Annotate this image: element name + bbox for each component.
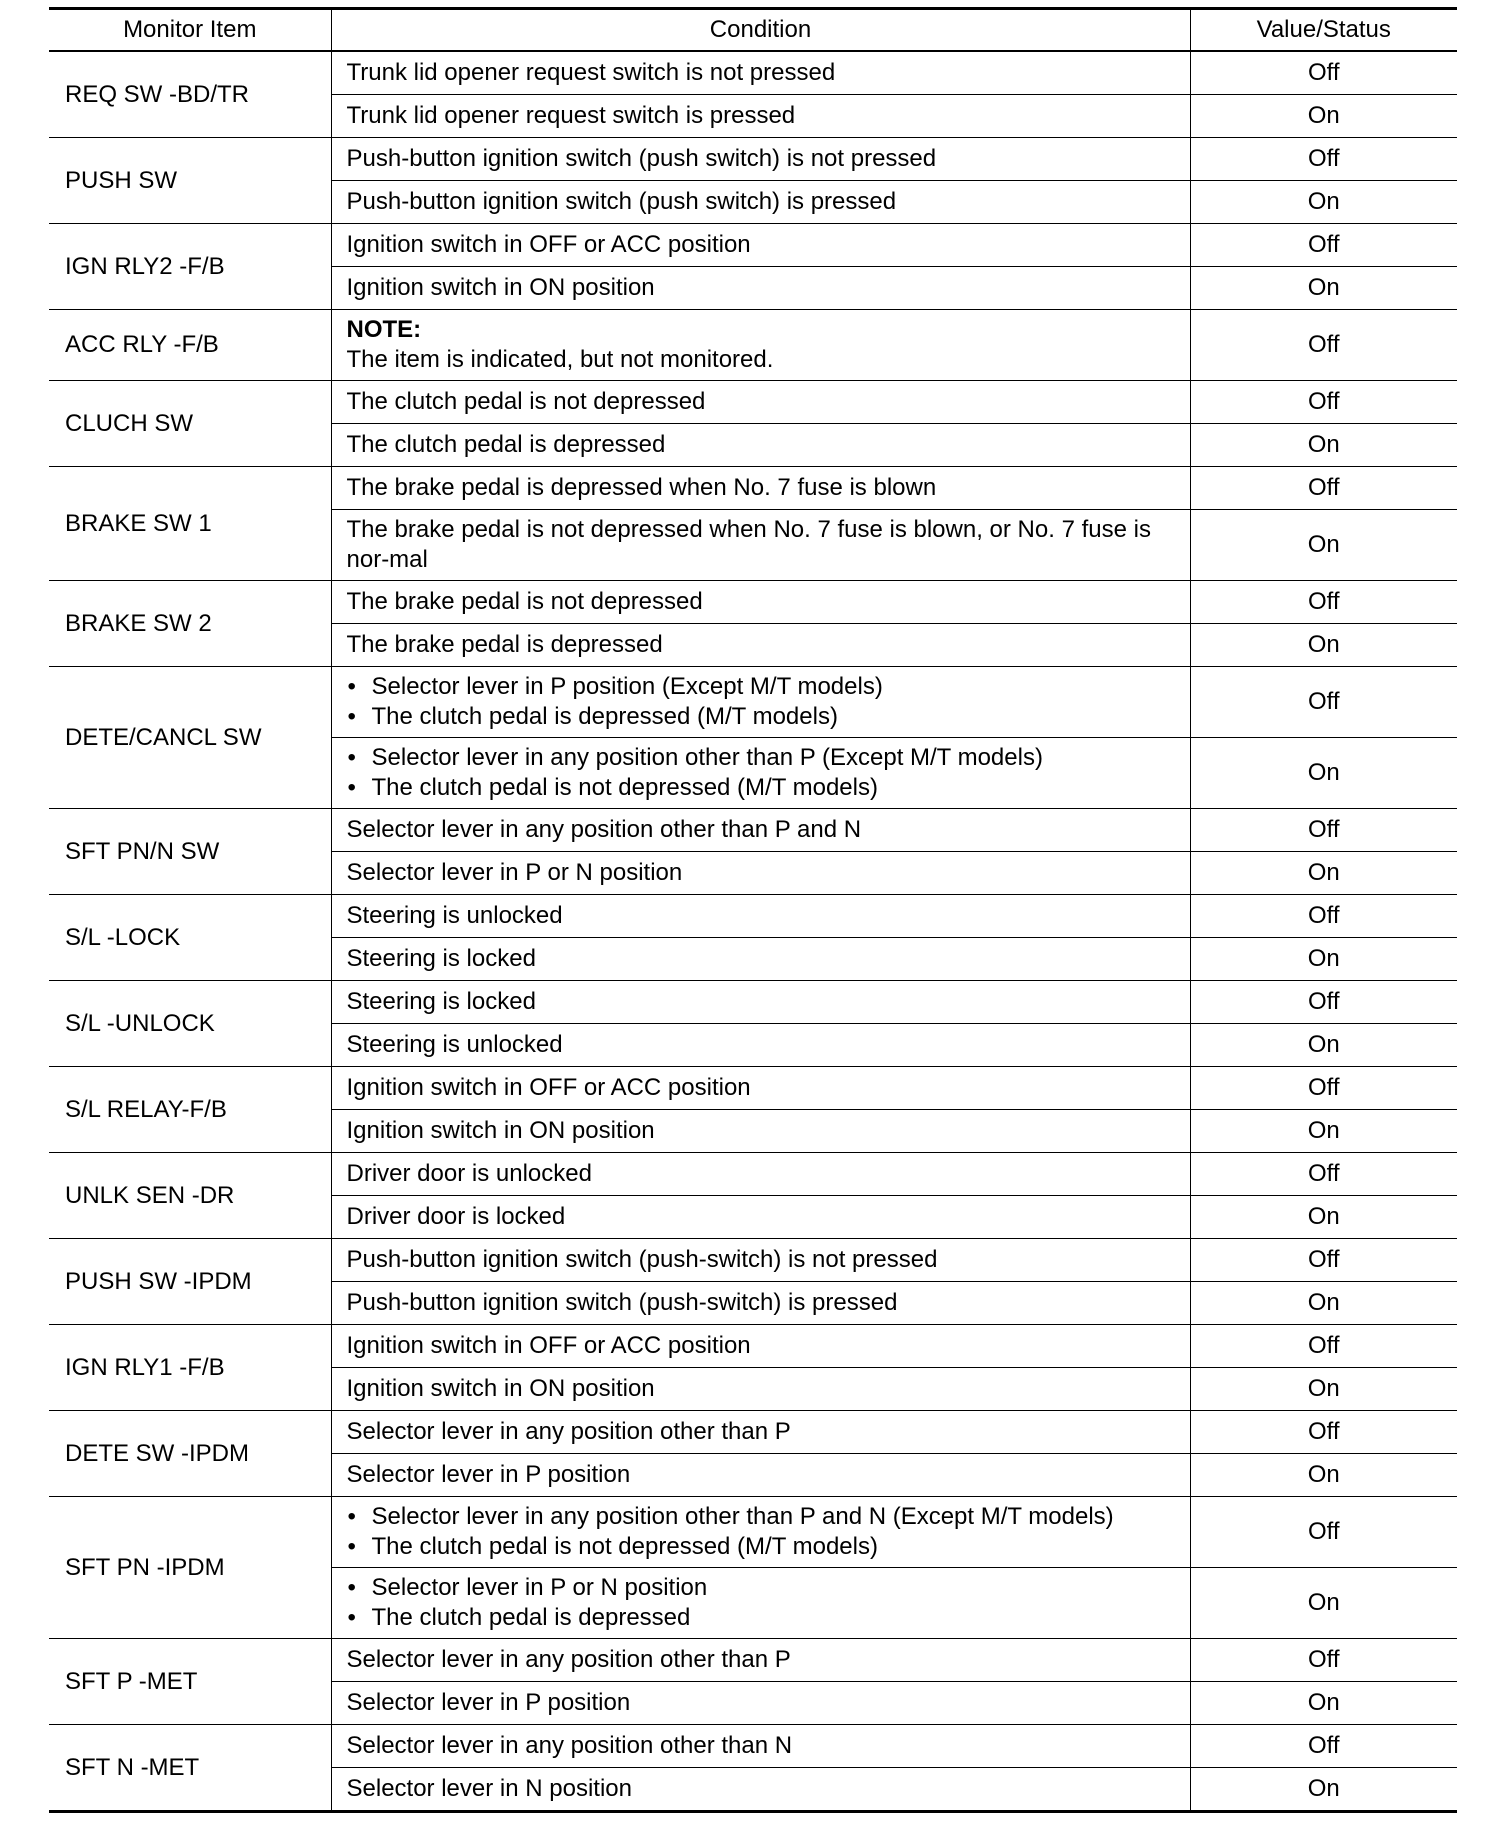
table-row (49, 581, 1457, 624)
value-cell: On (1190, 1024, 1457, 1067)
condition-cell: The brake pedal is depressed (331, 624, 1190, 667)
value-cell: On (1190, 1768, 1457, 1812)
value-cell: Off (1190, 1411, 1457, 1454)
value-cell: Off (1190, 809, 1457, 852)
monitor-item-label: S/L -UNLOCK (49, 981, 331, 1067)
monitor-item-label: PUSH SW -IPDM (49, 1239, 331, 1325)
condition-cell: Selector lever in N position (331, 1768, 1190, 1812)
list-item: • The clutch pedal is depressed (347, 1603, 1176, 1633)
value-cell: Off (1190, 138, 1457, 181)
list-item: • The clutch pedal is not depressed (M/T models) (347, 1532, 1176, 1562)
table-row (49, 1411, 1457, 1454)
header-row (49, 9, 1457, 52)
condition-cell: Push-button ignition switch (push switch) is not pressed (331, 138, 1190, 181)
value-cell: Off (1190, 1067, 1457, 1110)
condition-cell: Selector lever in any position other than N (331, 1725, 1190, 1768)
condition-cell: Selector lever in any position other than P (331, 1639, 1190, 1682)
condition-cell: Trunk lid opener request switch is not pressed (331, 51, 1190, 95)
value-cell: On (1190, 1682, 1457, 1725)
condition-cell (331, 667, 1190, 738)
table-row (49, 1153, 1457, 1196)
condition-cell: The brake pedal is not depressed (331, 581, 1190, 624)
condition-cell: Ignition switch in OFF or ACC position (331, 1067, 1190, 1110)
monitor-item-table (49, 7, 1457, 1813)
condition-cell: Selector lever in P or N position (331, 852, 1190, 895)
value-cell: On (1190, 938, 1457, 981)
monitor-item-label: CLUCH SW (49, 381, 331, 467)
table-row (49, 467, 1457, 510)
condition-cell: Selector lever in any position other than P and N (331, 809, 1190, 852)
value-cell: Off (1190, 51, 1457, 95)
value-cell: On (1190, 1282, 1457, 1325)
note-text: The item is indicated, but not monitored. (346, 346, 774, 373)
value-cell: On (1190, 1110, 1457, 1153)
value-cell: On (1190, 1568, 1457, 1639)
table-row (49, 51, 1457, 95)
condition-cell: Selector lever in P position (331, 1682, 1190, 1725)
condition-cell: Ignition switch in OFF or ACC position (331, 224, 1190, 267)
value-cell: Off (1190, 667, 1457, 738)
value-cell: Off (1190, 1239, 1457, 1282)
monitor-item-label: SFT P -MET (49, 1639, 331, 1725)
value-cell: Off (1190, 1725, 1457, 1768)
bullet-list (347, 1502, 1176, 1562)
condition-cell: Push-button ignition switch (push-switch) is pressed (331, 1282, 1190, 1325)
value-cell: Off (1190, 1325, 1457, 1368)
header-condition: Condition (331, 9, 1190, 52)
monitor-item-label: SFT PN/N SW (49, 809, 331, 895)
condition-cell: The clutch pedal is not depressed (331, 381, 1190, 424)
condition-cell (331, 1497, 1190, 1568)
value-cell: On (1190, 424, 1457, 467)
table-row (49, 224, 1457, 267)
condition-cell: Steering is unlocked (331, 895, 1190, 938)
monitor-item-label: DETE/CANCL SW (49, 667, 331, 809)
table-row (49, 1639, 1457, 1682)
monitor-item-label: UNLK SEN -DR (49, 1153, 331, 1239)
value-cell: On (1190, 1196, 1457, 1239)
value-cell: Off (1190, 1153, 1457, 1196)
condition-cell: Ignition switch in ON position (331, 267, 1190, 310)
table-row (49, 1239, 1457, 1282)
spec-table-container (49, 7, 1457, 1813)
value-cell: On (1190, 95, 1457, 138)
value-cell: Off (1190, 981, 1457, 1024)
monitor-item-label: REQ SW -BD/TR (49, 51, 331, 138)
monitor-item-label: BRAKE SW 1 (49, 467, 331, 581)
table-row (49, 1497, 1457, 1568)
condition-cell: Ignition switch in OFF or ACC position (331, 1325, 1190, 1368)
header-monitor-item: Monitor Item (49, 9, 331, 52)
monitor-item-label: IGN RLY1 -F/B (49, 1325, 331, 1411)
list-item: • Selector lever in any position other than P and N (Except M/T models) (347, 1502, 1176, 1532)
list-item: • Selector lever in any position other than P (Except M/T models) (347, 743, 1176, 773)
value-cell: On (1190, 267, 1457, 310)
value-cell: Off (1190, 895, 1457, 938)
monitor-item-label: PUSH SW (49, 138, 331, 224)
note-cell (331, 310, 1190, 381)
condition-cell: Steering is locked (331, 981, 1190, 1024)
value-cell: On (1190, 1368, 1457, 1411)
table-row (49, 809, 1457, 852)
monitor-item-label: S/L -LOCK (49, 895, 331, 981)
bullet-list (347, 1573, 1176, 1633)
table-row (49, 895, 1457, 938)
condition-cell: Push-button ignition switch (push-switch) is not pressed (331, 1239, 1190, 1282)
condition-cell: Driver door is unlocked (331, 1153, 1190, 1196)
monitor-item-label: SFT PN -IPDM (49, 1497, 331, 1639)
condition-cell: Steering is locked (331, 938, 1190, 981)
monitor-item-label: ACC RLY -F/B (49, 310, 331, 381)
condition-cell: The clutch pedal is depressed (331, 424, 1190, 467)
condition-cell: Steering is unlocked (331, 1024, 1190, 1067)
monitor-item-label: SFT N -MET (49, 1725, 331, 1812)
condition-cell: Selector lever in any position other than P (331, 1411, 1190, 1454)
value-cell: On (1190, 624, 1457, 667)
monitor-item-label: DETE SW -IPDM (49, 1411, 331, 1497)
condition-cell: Push-button ignition switch (push switch) is pressed (331, 181, 1190, 224)
value-cell: Off (1190, 310, 1457, 381)
table-row (49, 310, 1457, 381)
value-cell: Off (1190, 467, 1457, 510)
table-row (49, 1067, 1457, 1110)
condition-cell: Ignition switch in ON position (331, 1368, 1190, 1411)
value-cell: Off (1190, 1497, 1457, 1568)
value-cell: Off (1190, 224, 1457, 267)
condition-cell: Trunk lid opener request switch is pressed (331, 95, 1190, 138)
header-value-status: Value/Status (1190, 9, 1457, 52)
value-cell: Off (1190, 381, 1457, 424)
table-row (49, 138, 1457, 181)
table-row (49, 381, 1457, 424)
condition-cell: Selector lever in P position (331, 1454, 1190, 1497)
table-row (49, 667, 1457, 738)
note-label: NOTE: (346, 316, 422, 343)
bullet-list (347, 672, 1176, 732)
condition-cell: Ignition switch in ON position (331, 1110, 1190, 1153)
condition-cell: Driver door is locked (331, 1196, 1190, 1239)
value-cell: On (1190, 181, 1457, 224)
condition-cell (331, 738, 1190, 809)
table-row (49, 981, 1457, 1024)
value-cell: On (1190, 510, 1457, 581)
bullet-list (347, 743, 1176, 803)
value-cell: Off (1190, 581, 1457, 624)
value-cell: On (1190, 1454, 1457, 1497)
list-item: • The clutch pedal is not depressed (M/T models) (347, 773, 1176, 803)
monitor-item-label: IGN RLY2 -F/B (49, 224, 331, 310)
condition-cell: The brake pedal is not depressed when No. 7 fuse is blown, or No. 7 fuse is nor-mal (331, 510, 1190, 581)
table-row (49, 1725, 1457, 1768)
list-item: • The clutch pedal is depressed (M/T models) (347, 702, 1176, 732)
value-cell: On (1190, 852, 1457, 895)
value-cell: On (1190, 738, 1457, 809)
monitor-item-label: BRAKE SW 2 (49, 581, 331, 667)
list-item: • Selector lever in P or N position (347, 1573, 1176, 1603)
value-cell: Off (1190, 1639, 1457, 1682)
monitor-item-label: S/L RELAY-F/B (49, 1067, 331, 1153)
condition-cell (331, 1568, 1190, 1639)
table-row (49, 1325, 1457, 1368)
condition-cell: The brake pedal is depressed when No. 7 fuse is blown (331, 467, 1190, 510)
list-item: • Selector lever in P position (Except M/T models) (347, 672, 1176, 702)
